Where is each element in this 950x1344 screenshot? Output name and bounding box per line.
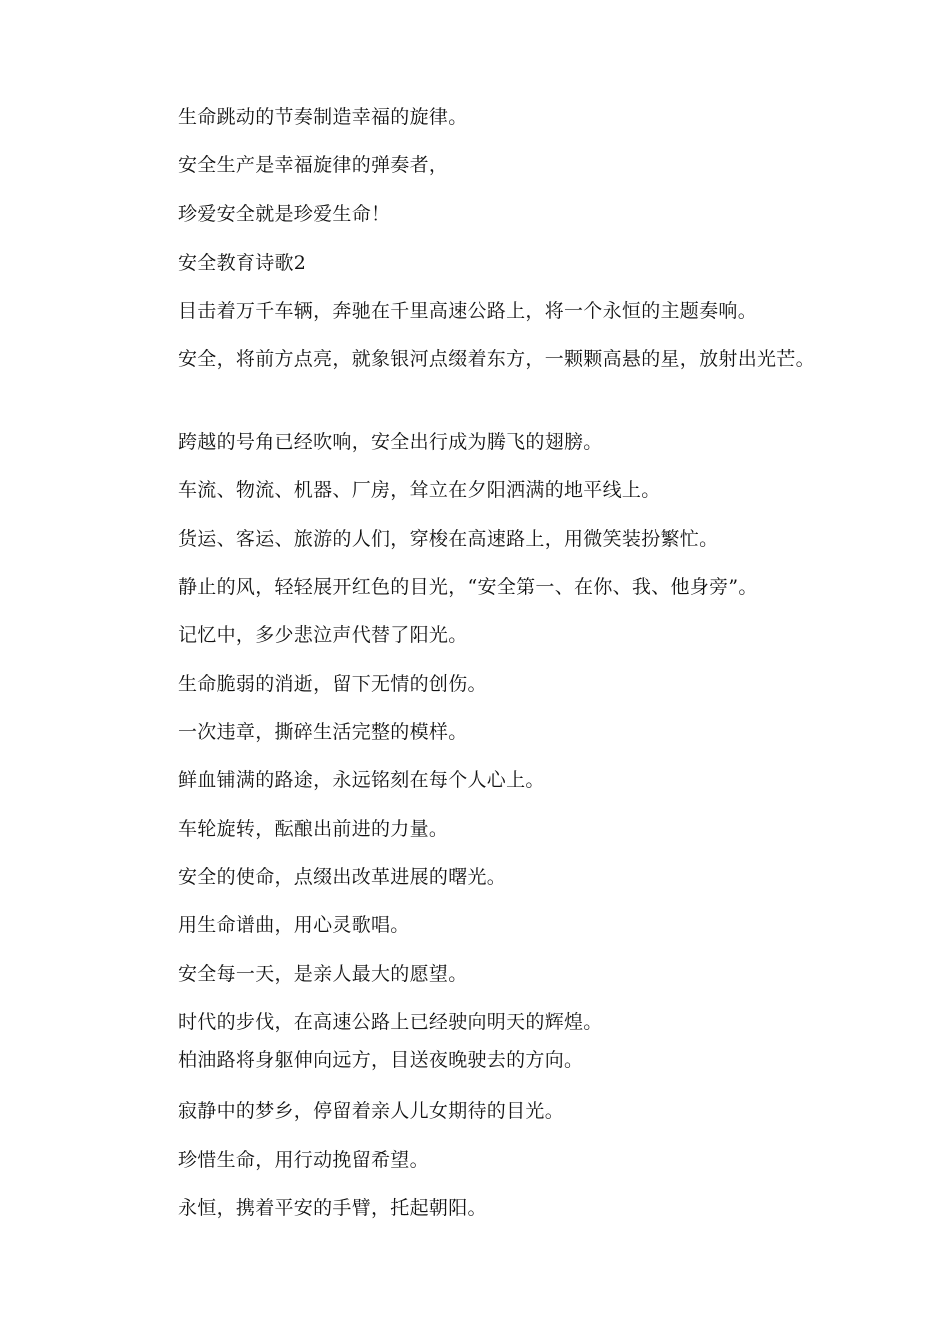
poem-line: 安全的使命，点缀出改革进展的曙光。: [178, 866, 507, 888]
poem-line: 车流、物流、机器、厂房，耸立在夕阳洒满的地平线上。: [178, 479, 661, 501]
poem-line: 车轮旋转，酝酿出前进的力量。: [178, 818, 449, 840]
poem-line: 珍惜生命，用行动挽留希望。: [178, 1149, 429, 1171]
poem-line-wrapped: 安全，将前方点亮，就象银河点缀着东方，一颗颗高悬的星，放射出光芒。: [178, 348, 815, 370]
poem-line: 跨越的号角已经吹响，安全出行成为腾飞的翅膀。: [178, 431, 603, 453]
poem-line: 永恒，携着平安的手臂，托起朝阳。: [178, 1197, 487, 1219]
poem-line: 一次违章，撕碎生活完整的模样。: [178, 721, 468, 743]
poem-line: 时代的步伐，在高速公路上已经驶向明天的辉煌。: [178, 1011, 603, 1033]
poem-line: 静止的风，轻轻展开红色的目光，“安全第一、在你、我、他身旁”。: [178, 576, 758, 598]
poem-line: 生命跳动的节奏制造幸福的旋律。: [178, 106, 468, 128]
poem-line: 安全生产是幸福旋律的弹奏者，: [178, 154, 449, 176]
poem-line: 寂静中的梦乡，停留着亲人儿女期待的目光。: [178, 1100, 565, 1122]
poem-line: 鲜血铺满的路途，永远铭刻在每个人心上。: [178, 769, 545, 791]
section-title: 安全教育诗歌2: [178, 252, 307, 274]
poem-line: 珍爱安全就是珍爱生命！: [178, 203, 391, 225]
poem-line: 目击着万千车辆，奔驰在千里高速公路上，将一个永恒的主题奏响。: [178, 300, 758, 322]
poem-line: 用生命谱曲，用心灵歌唱。: [178, 914, 410, 936]
poem-line: 安全每一天，是亲人最大的愿望。: [178, 963, 468, 985]
poem-line: 柏油路将身躯伸向远方，目送夜晚驶去的方向。: [178, 1049, 584, 1071]
poem-line: 记忆中，多少悲泣声代替了阳光。: [178, 624, 468, 646]
poem-line: 货运、客运、旅游的人们，穿梭在高速路上，用微笑装扮繁忙。: [178, 528, 719, 550]
poem-line: 生命脆弱的消逝，留下无情的创伤。: [178, 673, 487, 695]
